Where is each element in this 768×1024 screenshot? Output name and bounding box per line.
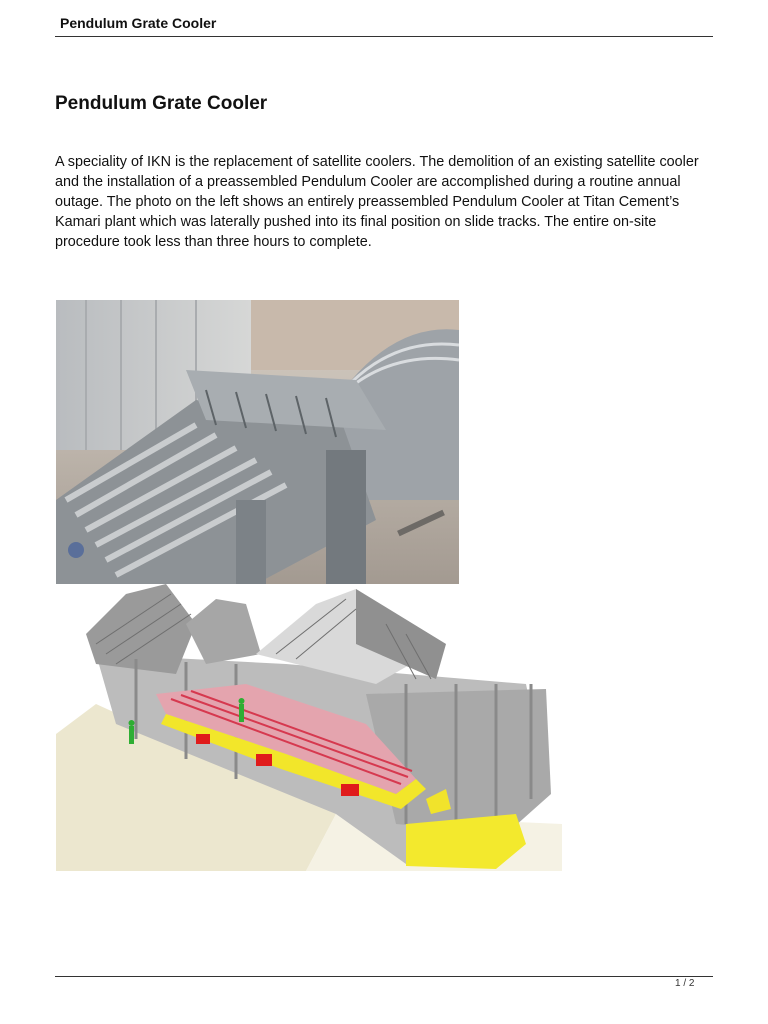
- running-header-title: Pendulum Grate Cooler: [60, 15, 217, 31]
- header-divider: [55, 36, 713, 37]
- cooler-3d-rendering: [56, 584, 562, 871]
- page-number: 1 / 2: [675, 978, 695, 989]
- document-title: Pendulum Grate Cooler: [55, 93, 268, 114]
- cooler-installation-photo: [56, 300, 459, 584]
- body-paragraph: A speciality of IKN is the replacement of satellite coolers. The demolition of an existing satellite cooler and the installation of a preassembled Pendulum Cooler are accomplished during a routine annual outage. The photo on the left shows an entirely preassembled Pendulum Cooler at Titan Cement’s Kamari plant which was laterally pushed into its final position on slide tracks. The entire on-site procedure took less than three hours to complete.: [55, 154, 699, 250]
- footer-divider: [55, 976, 713, 977]
